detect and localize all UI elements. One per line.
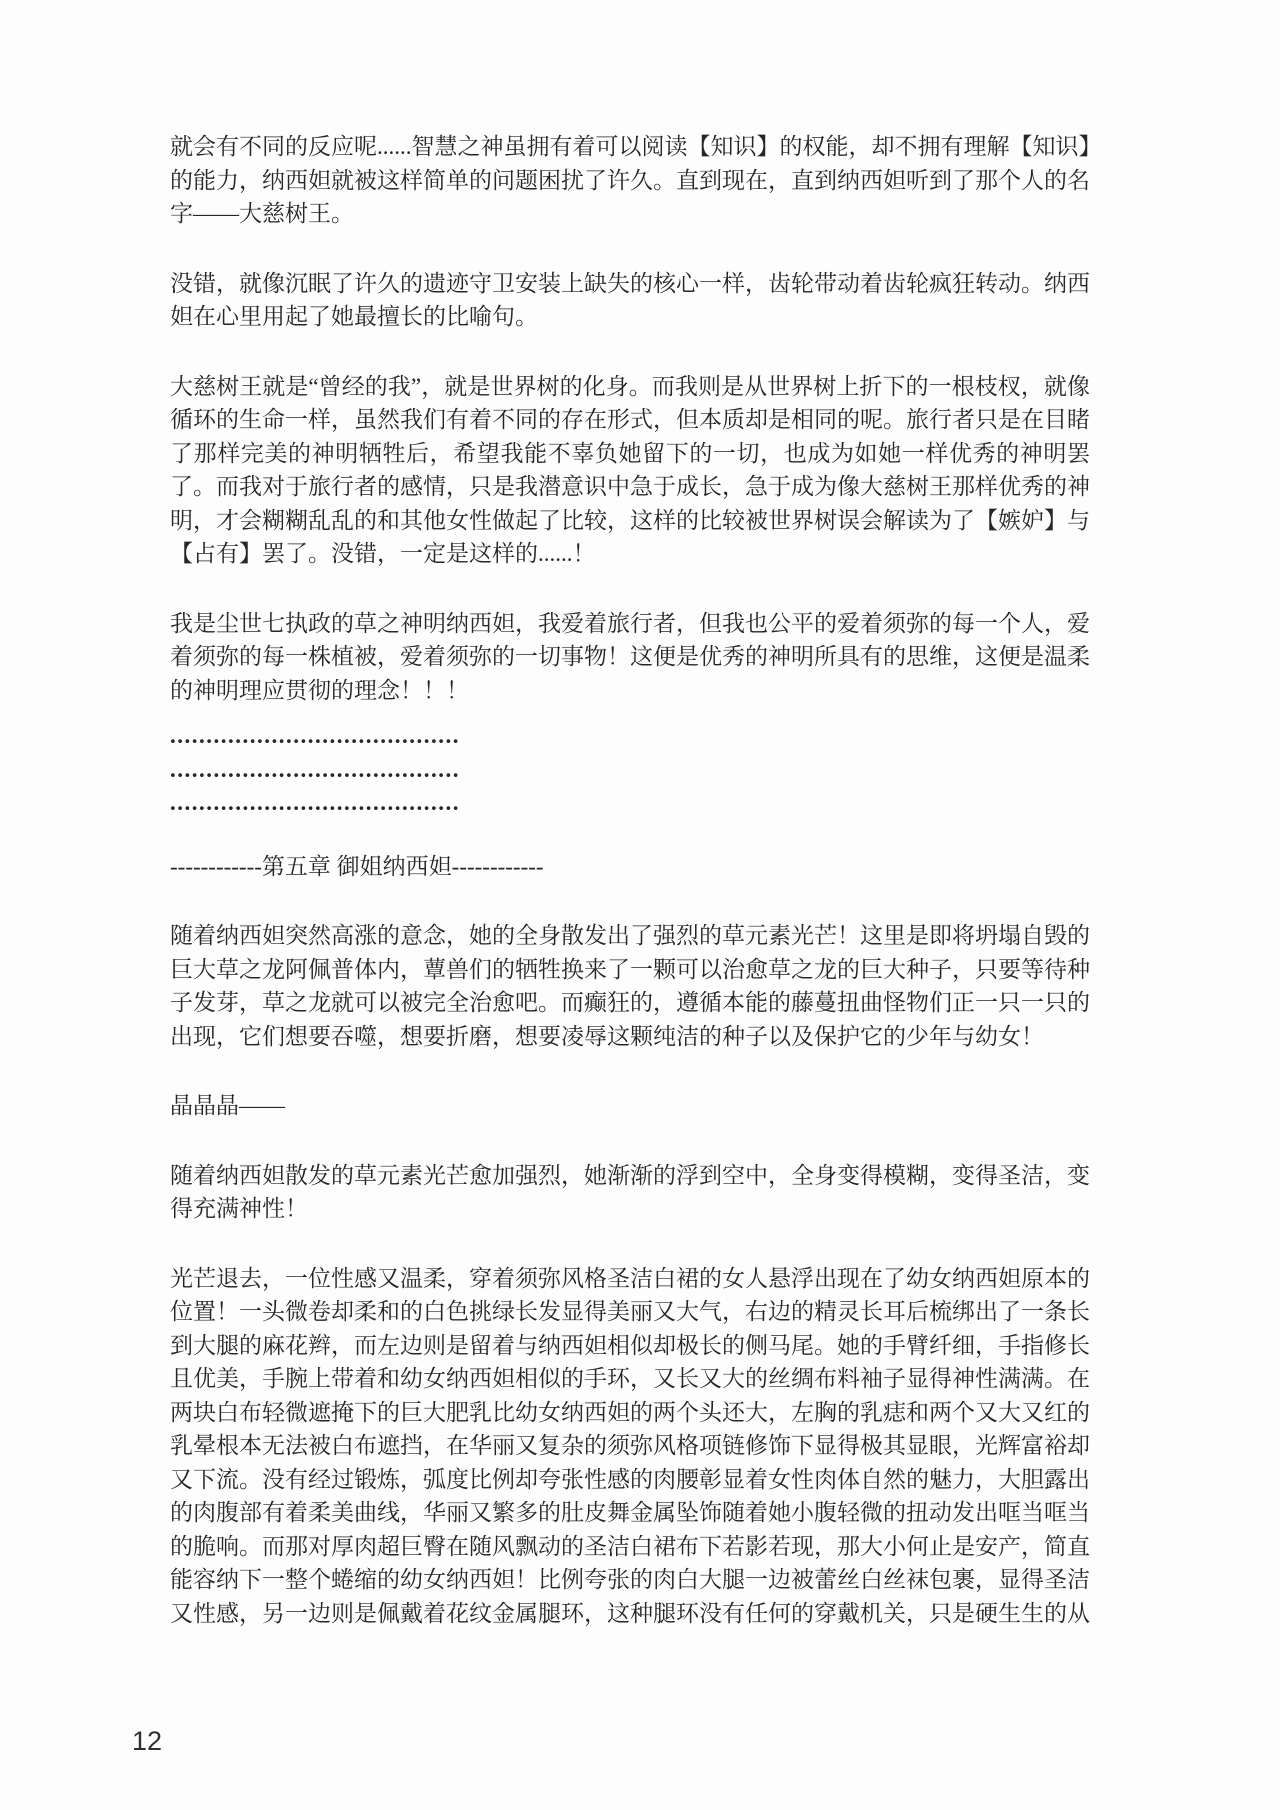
- paragraph-1: 就会有不同的反应呢......智慧之神虽拥有着可以阅读【知识】的权能，却不拥有理解【知识】的能力，纳西妲就被这样简单的问题困扰了许久。直到现在，直到纳西妲听到了那个人的名字——大慈树王。: [170, 134, 1090, 226]
- paragraph-4: 我是尘世七执政的草之神明纳西妲，我爱着旅行者，但我也公平的爱着须弥的每一个人，爱着须弥的每一株植被，爱着须弥的一切事物！这便是优秀的神明所具有的思维，这便是温柔的神明理应贯彻的理念！！！: [170, 610, 1090, 703]
- paragraph-5: 随着纳西妲突然高涨的意念，她的全身散发出了强烈的草元素光芒！这里是即将坍塌自毁的巨大草之龙阿佩普体内，蕈兽们的牺牲换来了一颗可以治愈草之龙的巨大种子，只要等待种子发芽，草之龙就可以被完全治愈吧。而癫狂的，遵循本能的藤蔓扭曲怪物们正一只一只的出现，它们想要吞噬，想要折磨，想要凌辱这颗纯洁的种子以及保护它的少年与幼女！: [170, 923, 1090, 1049]
- paragraph-3: 大慈树王就是“曾经的我”，就是世界树的化身。而我则是从世界树上折下的一根枝杈，就像循环的生命一样，虽然我们有着不同的存在形式，但本质却是相同的呢。旅行者只是在目睹了那样完美的神明牺牲后，希望我能不辜负她留下的一切，也成为如她一样优秀的神明罢了。而我对于旅行者的感情，只是我潜意识中急于成长，急于成为像大慈树王那样优秀的神明，才会糊糊乱乱的和其他女性做起了比较，这样的比较被世界树误会解读为了【嫉妒】与【占有】罢了。没错，一定是这样的......！: [170, 373, 1090, 566]
- ellipsis-line-2: ........................................: [170, 756, 460, 782]
- text-body: [170, 130, 1090, 1666]
- ellipsis-line-1: ........................................: [170, 723, 460, 748]
- paragraph-7: 随着纳西妲散发的草元素光芒愈加强烈，她渐渐的浮到空中，全身变得模糊，变得圣洁，变得充满神性！: [170, 1162, 1090, 1221]
- page-number: 12: [132, 1726, 163, 1756]
- paragraph-6: 晶晶晶——: [170, 1093, 285, 1118]
- paragraph-8: 光芒退去，一位性感又温柔，穿着须弥风格圣洁白裙的女人悬浮出现在了幼女纳西妲原本的位置！一头微卷却柔和的白色挑绿长发显得美丽又大气，右边的精灵长耳后梳绑出了一条长到大腿的麻花辫，而左边则是留着与纳西妲相似却极长的侧马尾。她的手臂纤细，手指修长且优美，手腕上带着和幼女纳西妲相似的手环，又长又大的丝绸布料袖子显得神性满满。在两块白布轻微遮掩下的巨大肥乳比幼女纳西妲的两个头还大，左胸的乳痣和两个又大又红的乳晕根本无法被白布遮挡，在华丽又复杂的须弥风格项链修饰下显得极其显眼，光辉富裕却又下流。没有经过锻炼，弧度比例却夸张性感的肉腰彰显着女性肉体自然的魅力，大胆露出的肉腹部有着柔美曲线，华丽又繁多的肚皮舞金属坠饰随着她小腹轻微的扭动发出哐当哐当的脆响。而那对厚肉超巨臀在随风飘动的圣洁白裙布下若影若现，那大小何止是安产，简直能容纳下一整个蜷缩的幼女纳西妲！比例夸张的肉白大腿一边被蕾丝白丝袜包裹，显得圣洁又性感，另一边则是佩戴着花纹金属腿环，这种腿环没有任何的穿戴机关，只是硬生生的从: [170, 1265, 1090, 1626]
- ellipsis-line-3: ........................................: [170, 790, 460, 815]
- paragraph-2: 没错，就像沉眠了许久的遗迹守卫安装上缺失的核心一样，齿轮带动着齿轮疯狂转动。纳西妲在心里用起了她最擅长的比喻句。: [170, 270, 1090, 329]
- chapter-heading: ------------第五章 御姐纳西妲------------: [170, 853, 544, 879]
